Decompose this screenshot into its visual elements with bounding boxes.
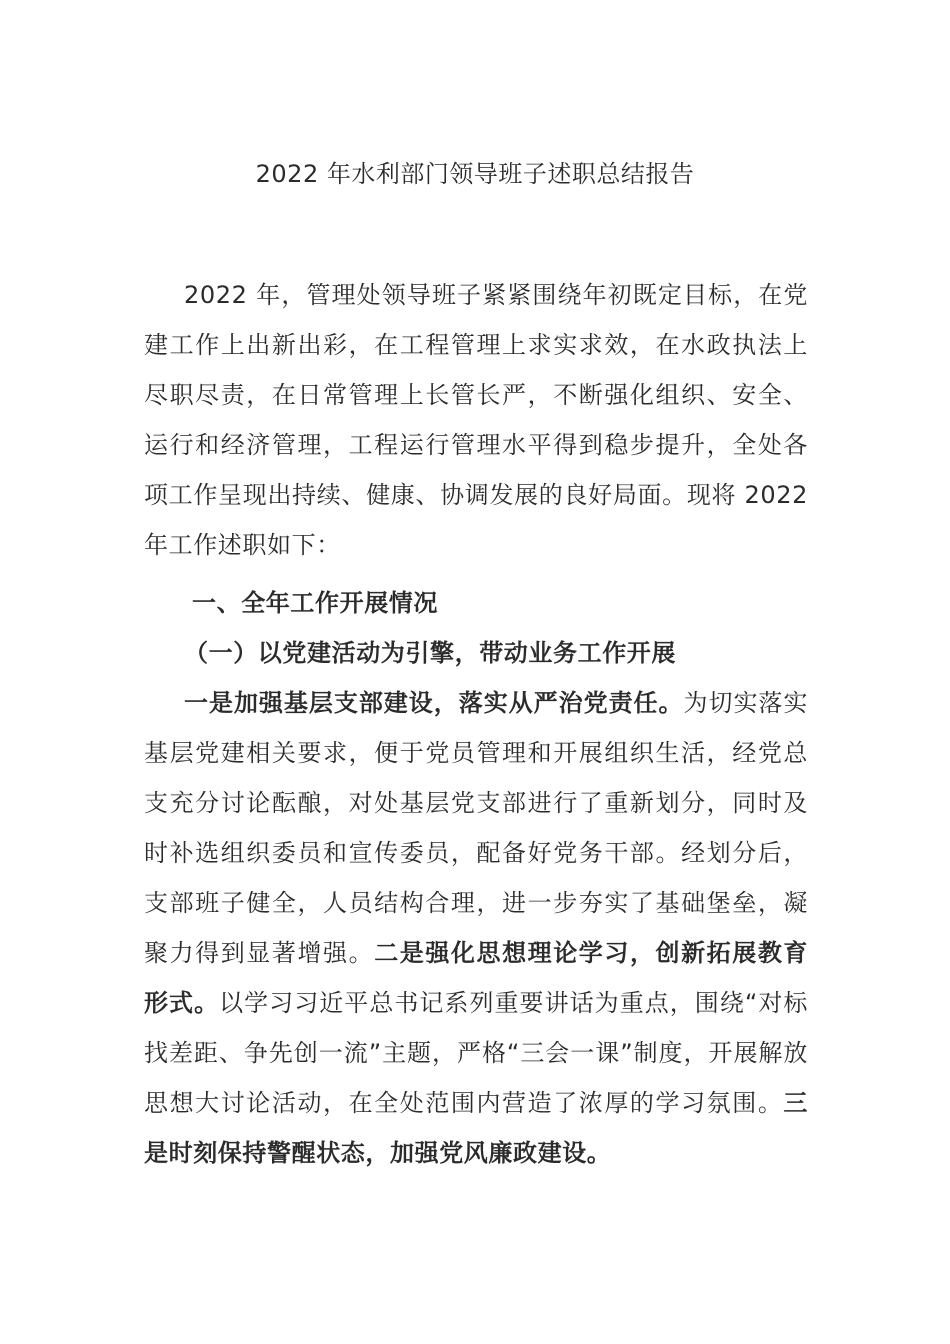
- paragraph-lead-3: 三是时刻保持警醒状态，加强党风廉政建设。: [144, 1089, 808, 1167]
- intro-paragraph: 2022 年，管理处领导班子紧紧围绕年初既定目标，在党建工作上出新出彩，在工程管理上求实求效，在水政执法上尽职尽责，在日常管理上长管长严，不断强化组织、安全、运行和经济管理，工程运行管理水平得到稳步提升，全处各项工作呈现出持续、健康、协调发展的良好局面。现将 2022 年工作述职如下：: [144, 281, 808, 559]
- paragraph-text-1: 为切实落实基层党建相关要求，便于党员管理和开展组织生活，经党总支充分讨论酝酿，对处基层党支部进行了重新划分，同时及时补选组织委员和宣传委员，配备好党务干部。经划分后，支部班子健全，人员结构合理，进一步夯实了基础堡垒，凝聚力得到显著增强。: [144, 689, 808, 967]
- body-paragraph-1: [144, 678, 808, 1178]
- paragraph-text-2: 以学习习近平总书记系列重要讲话为重点，围绕“对标找差距、争先创一流”主题，严格“三会一课”制度，开展解放思想大讨论活动，在全处范围内营造了浓厚的学习氛围。: [144, 989, 808, 1117]
- section-heading-1: 一、全年工作开展情况: [192, 589, 438, 617]
- paragraph-lead-2: 二是强化思想理论学习，创新拓展教育形式。: [144, 939, 808, 1017]
- subsection-heading-1: （一）以党建活动为引擎，带动业务工作开展: [184, 639, 676, 667]
- document-body: [144, 270, 808, 1178]
- paragraph-lead-1: 一是加强基层支部建设，落实从严治党责任。: [184, 689, 684, 717]
- document-title: 2022 年水利部门领导班子述职总结报告: [255, 160, 695, 188]
